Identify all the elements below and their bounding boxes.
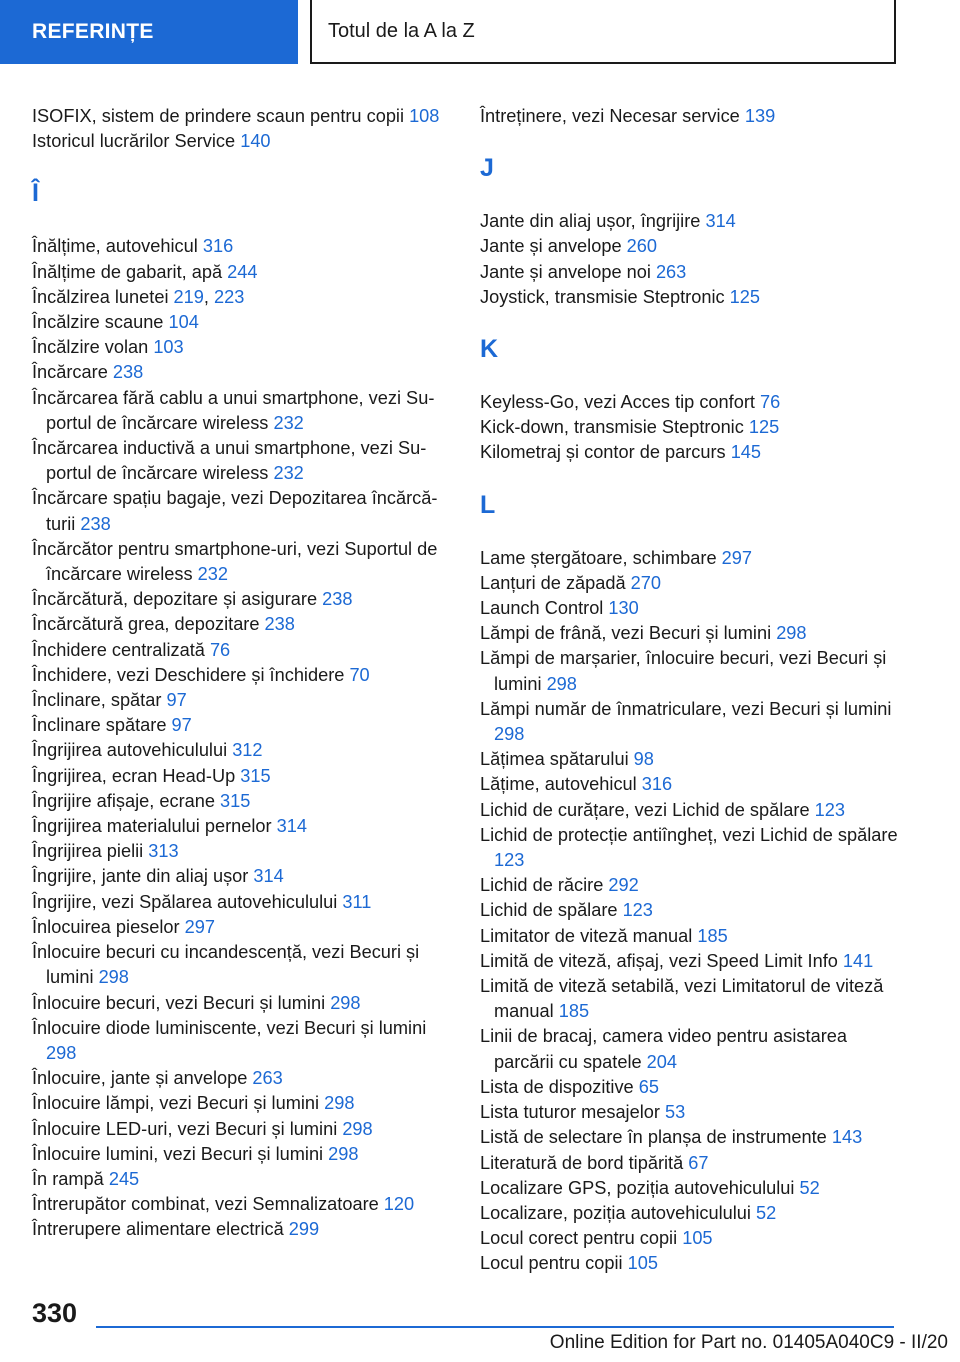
section-tab bbox=[0, 0, 298, 64]
index-entry bbox=[32, 129, 452, 154]
page-reference-link[interactable]: 298 bbox=[494, 724, 525, 745]
index-entry bbox=[480, 1151, 900, 1176]
index-entry bbox=[480, 1176, 900, 1201]
index-entry-term: Lanțuri de zăpadă bbox=[480, 572, 631, 593]
index-entry-term: Keyless-Go, vezi Acces tip confort bbox=[480, 392, 760, 413]
index-entry bbox=[32, 436, 452, 486]
index-entry-term: Înălțime de gabarit, apă bbox=[32, 261, 228, 282]
page-reference-link[interactable]: 105 bbox=[682, 1228, 713, 1249]
section-title: REFERINȚE bbox=[32, 20, 154, 43]
page-reference-link[interactable]: 314 bbox=[276, 816, 307, 837]
page-reference-link[interactable]: 314 bbox=[253, 866, 284, 887]
index-entry-term: Întrerupător combinat, vezi Semnalizatoare bbox=[32, 1194, 384, 1215]
index-entry-term: În rampă bbox=[32, 1168, 109, 1189]
index-entry bbox=[32, 260, 452, 285]
page-reference-link[interactable]: 97 bbox=[171, 715, 192, 736]
index-entry-term: Încălzire scaune bbox=[32, 312, 169, 333]
page-reference-link[interactable]: 123 bbox=[622, 900, 653, 921]
page-reference-link[interactable]: 103 bbox=[153, 337, 184, 358]
page-reference-link[interactable]: 298 bbox=[328, 1143, 359, 1164]
index-entry-term: Îngrijire, jante din aliaj ușor bbox=[32, 866, 254, 887]
page-reference-link[interactable]: 316 bbox=[641, 774, 673, 795]
page-reference-link[interactable]: 298 bbox=[776, 623, 807, 644]
index-entry-term: Îngrijire, vezi Spălarea autovehiculului bbox=[32, 891, 343, 912]
index-entry bbox=[32, 688, 452, 713]
index-entry bbox=[32, 1117, 452, 1142]
page-reference-link[interactable]: 120 bbox=[383, 1194, 415, 1215]
index-entry-term: Încărcătură, depozitare și asigurare bbox=[32, 589, 323, 610]
index-entry-term: Limitator de viteză manual bbox=[480, 925, 698, 946]
index-entry-term: Locul pentru copii bbox=[480, 1253, 628, 1274]
index-entry bbox=[480, 873, 900, 898]
index-entry bbox=[480, 1201, 900, 1226]
chapter-title: Totul de la A la Z bbox=[328, 19, 475, 42]
page-reference-link[interactable]: 260 bbox=[626, 236, 657, 257]
index-entry-term: Încălzire volan bbox=[32, 337, 154, 358]
index-entry bbox=[480, 898, 900, 923]
page-reference-link[interactable]: 292 bbox=[608, 875, 639, 896]
index-entry bbox=[32, 991, 452, 1016]
page-reference-link[interactable]: 52 bbox=[756, 1202, 777, 1223]
index-entry-term: Încălzirea lunetei bbox=[32, 286, 174, 307]
page-reference-link[interactable]: 219 bbox=[173, 286, 204, 307]
index-entry-term: Înlocuire becuri cu incandescență, vezi Becuri și lumini bbox=[32, 942, 420, 988]
index-entry bbox=[32, 386, 452, 436]
index-entry bbox=[480, 1100, 900, 1125]
index-entry bbox=[32, 713, 452, 738]
index-entry-term: Înlocuire diode luminiscente, vezi Becuri și lumini bbox=[32, 1017, 427, 1038]
index-entry bbox=[480, 1226, 900, 1251]
footer-text: Online Edition for Part no. 01405A040C9 - II/20 bbox=[549, 1332, 948, 1353]
index-entry-term: Înlocuire LED-uri, vezi Becuri și lumini bbox=[32, 1118, 343, 1139]
page-reference-link[interactable]: 297 bbox=[184, 916, 216, 937]
index-entry-term: Întrerupere alimentare electrică bbox=[32, 1219, 289, 1240]
index-entry bbox=[480, 747, 900, 772]
index-entry bbox=[32, 612, 452, 637]
page-reference-link[interactable]: 315 bbox=[240, 765, 271, 786]
page-reference-link[interactable]: 312 bbox=[232, 740, 263, 761]
index-entry-term: Joystick, transmisie Steptronic bbox=[480, 286, 730, 307]
page-reference-link[interactable]: 270 bbox=[630, 572, 662, 593]
index-entry-term: Înlocuirea pieselor bbox=[32, 916, 185, 937]
page-reference-link[interactable]: 232 bbox=[273, 412, 304, 433]
page-reference-link[interactable]: 98 bbox=[633, 749, 654, 770]
index-entry-term: Lista de dispozitive bbox=[480, 1076, 639, 1097]
index-entry bbox=[32, 839, 452, 864]
index-entry-term: Localizare GPS, poziția autovehiculului bbox=[480, 1177, 800, 1198]
index-entry-term: Încărcător pentru smartphone-uri, vezi Suportul de încărcare wireless bbox=[32, 538, 438, 585]
index-entry bbox=[480, 924, 900, 949]
page-reference-link[interactable]: 145 bbox=[730, 442, 762, 463]
index-entry-term: Înălțime, autovehicul bbox=[32, 236, 203, 257]
page-reference-link[interactable]: 314 bbox=[705, 211, 736, 232]
index-entry-term: Încărcarea fără cablu a unui smartphone, vezi Suportul de încărcare wireless bbox=[32, 387, 435, 433]
page-reference-link[interactable]: 232 bbox=[273, 463, 304, 484]
page-reference-link[interactable]: 130 bbox=[608, 598, 639, 619]
page-reference-link[interactable]: 65 bbox=[638, 1076, 659, 1097]
index-entry-term: Lățime, autovehicul bbox=[480, 774, 642, 795]
index-entry bbox=[32, 789, 452, 814]
page-reference-link[interactable]: 105 bbox=[627, 1253, 658, 1274]
page-reference-link[interactable]: 315 bbox=[220, 790, 251, 811]
page-reference-link[interactable]: 298 bbox=[98, 967, 129, 988]
index-entry bbox=[480, 697, 900, 747]
page-reference-link[interactable]: 141 bbox=[842, 950, 874, 971]
index-entry-term: Lămpi de marșarier, înlocuire becuri, vezi Becuri și lumini bbox=[480, 648, 887, 694]
index-entry-term: Lămpi număr de înmatriculare, vezi Becuri și lumini bbox=[480, 698, 892, 719]
index-letter-heading: L bbox=[480, 490, 496, 519]
index-entry bbox=[480, 546, 900, 571]
page-reference-link[interactable]: 223 bbox=[214, 286, 245, 307]
page-reference-link[interactable]: 245 bbox=[108, 1168, 140, 1189]
page-reference-link[interactable]: 143 bbox=[831, 1127, 863, 1148]
index-entry bbox=[480, 621, 900, 646]
index-entry bbox=[480, 260, 900, 285]
index-entry-term: Încărcare bbox=[32, 362, 113, 383]
index-entry bbox=[32, 764, 452, 789]
index-entry-term: Lichid de răcire bbox=[480, 875, 609, 896]
index-entry-term: Înclinare spătare bbox=[32, 715, 172, 736]
page-reference-link[interactable]: 232 bbox=[197, 564, 228, 585]
index-entry bbox=[32, 360, 452, 385]
chapter-header bbox=[310, 0, 896, 64]
page-reference-link[interactable]: 298 bbox=[46, 1042, 77, 1063]
index-entry bbox=[32, 1066, 452, 1091]
index-entry bbox=[480, 390, 900, 415]
index-entry-term: Kilometraj și contor de parcurs bbox=[480, 442, 731, 463]
index-entry-term: Listă de selectare în planșa de instrumente bbox=[480, 1127, 832, 1148]
index-entry bbox=[32, 864, 452, 889]
index-entry bbox=[480, 646, 900, 696]
index-entry-term: ISOFIX, sistem de prindere scaun pentru copii bbox=[32, 106, 410, 126]
index-entry-term: Încărcare spațiu bagaje, vezi Depozitarea încărcăturii bbox=[32, 488, 438, 534]
index-entry bbox=[480, 1024, 900, 1074]
index-entry-term: Literatură de bord tipărită bbox=[480, 1152, 689, 1173]
index-entry-term: Locul corect pentru copii bbox=[480, 1228, 683, 1249]
index-entry-term: Lame ștergătoare, schimbare bbox=[480, 547, 722, 568]
page-reference-link[interactable]: 104 bbox=[168, 312, 199, 333]
index-entry bbox=[32, 587, 452, 612]
page-reference-link[interactable]: 298 bbox=[546, 673, 577, 694]
index-entry bbox=[32, 814, 452, 839]
page-reference-link[interactable]: 125 bbox=[729, 286, 761, 307]
index-entry bbox=[480, 209, 900, 234]
page-reference-link[interactable]: 185 bbox=[558, 1001, 590, 1022]
index-entry bbox=[32, 1167, 452, 1192]
index-entry bbox=[32, 1016, 452, 1066]
index-letter-heading: Î bbox=[32, 179, 39, 208]
index-entry-term: Îngrijirea pielii bbox=[32, 841, 149, 862]
page-reference-link[interactable]: 299 bbox=[288, 1219, 320, 1240]
index-entry bbox=[32, 486, 452, 536]
page-reference-link[interactable]: 53 bbox=[664, 1102, 686, 1123]
index-entry bbox=[32, 890, 452, 915]
index-entry bbox=[480, 974, 900, 1024]
index-entry bbox=[480, 596, 900, 621]
index-entry bbox=[480, 798, 900, 823]
page-reference-link[interactable]: 108 bbox=[409, 106, 440, 126]
index-entry-term: Înlocuire lămpi, vezi Becuri și lumini bbox=[32, 1093, 325, 1114]
index-entry bbox=[480, 104, 900, 129]
index-entry bbox=[32, 104, 452, 129]
index-entry-term: Lichid de curățare, vezi Lichid de spălare bbox=[480, 799, 815, 820]
index-entry bbox=[32, 1217, 452, 1242]
page-reference-link[interactable]: 298 bbox=[324, 1093, 355, 1114]
page-reference-link[interactable]: 238 bbox=[264, 614, 295, 635]
index-letter-heading: J bbox=[480, 154, 494, 183]
page-reference-link[interactable]: 298 bbox=[330, 992, 361, 1013]
footer-rule bbox=[96, 1326, 894, 1328]
index-entry-term: Lămpi de frână, vezi Becuri și lumini bbox=[480, 623, 777, 644]
index-entry-term: Jante și anvelope bbox=[480, 236, 627, 257]
index-entry bbox=[480, 440, 900, 465]
page-reference-link[interactable]: 316 bbox=[202, 236, 234, 257]
index-entry bbox=[32, 285, 452, 310]
index-entry bbox=[480, 1075, 900, 1100]
index-entry bbox=[32, 1192, 452, 1217]
index-letter-heading: K bbox=[480, 335, 499, 364]
index-entry bbox=[32, 940, 452, 990]
index-entry-term: Launch Control bbox=[480, 598, 609, 619]
index-entry-term: Încărcarea inductivă a unui smartphone, vezi Suportul de încărcare wireless bbox=[32, 438, 427, 484]
index-entry bbox=[480, 1251, 900, 1276]
index-entry-term: Limită de viteză setabilă, vezi Limitatorul de viteză manual bbox=[480, 976, 884, 1022]
page-reference-link[interactable]: 52 bbox=[799, 1177, 820, 1198]
index-entry-term: Înlocuire becuri, vezi Becuri și lumini bbox=[32, 992, 331, 1013]
page-separator: , bbox=[203, 286, 215, 307]
index-entry-term: Lichid de protecție antiîngheț, vezi Lichid de spălare bbox=[480, 824, 898, 845]
page-reference-link[interactable]: 70 bbox=[349, 664, 370, 685]
index-entry-term: Îngrijire afișaje, ecrane bbox=[32, 790, 221, 811]
index-entry-term: Întreținere, vezi Necesar service bbox=[480, 106, 745, 126]
page-reference-link[interactable]: 139 bbox=[744, 106, 776, 126]
page-reference-link[interactable]: 76 bbox=[209, 639, 231, 660]
index-entry-term: Îngrijirea materialului pernelor bbox=[32, 816, 277, 837]
index-entry bbox=[480, 415, 900, 440]
page-reference-link[interactable]: 263 bbox=[252, 1068, 283, 1089]
index-entry bbox=[480, 949, 900, 974]
page-reference-link[interactable]: 263 bbox=[655, 261, 687, 282]
index-entry bbox=[480, 285, 900, 310]
page-reference-link[interactable]: 204 bbox=[646, 1051, 678, 1072]
page-reference-link[interactable]: 244 bbox=[227, 261, 258, 282]
index-entry-term: Înclinare, spătar bbox=[32, 690, 167, 711]
page-reference-link[interactable]: 313 bbox=[148, 841, 179, 862]
page-reference-link[interactable]: 123 bbox=[814, 799, 845, 820]
index-column-left bbox=[32, 104, 452, 1243]
page-reference-link[interactable]: 140 bbox=[240, 131, 271, 152]
page-reference-link[interactable]: 123 bbox=[494, 850, 525, 871]
index-entry bbox=[32, 335, 452, 360]
page-reference-link[interactable]: 76 bbox=[760, 392, 781, 413]
index-entry bbox=[32, 1091, 452, 1116]
index-entry-term: Linii de bracaj, camera video pentru asistarea parcării cu spatele bbox=[480, 1026, 847, 1072]
page-reference-link[interactable]: 238 bbox=[322, 589, 353, 610]
index-entry-term: Îngrijirea, ecran Head-Up bbox=[32, 765, 241, 786]
page-reference-link[interactable]: 185 bbox=[697, 925, 728, 946]
index-entry bbox=[32, 915, 452, 940]
page-reference-link[interactable]: 125 bbox=[748, 417, 780, 438]
index-entry bbox=[32, 738, 452, 763]
index-entry-term: Încărcătură grea, depozitare bbox=[32, 614, 265, 635]
index-entry-term: Înlocuire, jante și anvelope bbox=[32, 1068, 253, 1089]
index-entry bbox=[480, 1125, 900, 1150]
index-entry-term: Jante din aliaj ușor, îngrijire bbox=[480, 211, 706, 232]
index-entry-term: Înlocuire lumini, vezi Becuri și lumini bbox=[32, 1143, 329, 1164]
index-entry-term: Jante și anvelope noi bbox=[480, 261, 656, 282]
index-entry-term: Kick-down, transmisie Steptronic bbox=[480, 417, 749, 438]
index-entry bbox=[32, 234, 452, 259]
index-entry-term: Istoricul lucrărilor Service bbox=[32, 131, 241, 152]
index-entry-term: Lățimea spătarului bbox=[480, 749, 634, 770]
page-reference-link[interactable]: 97 bbox=[166, 690, 187, 711]
index-entry-term: Închidere, vezi Deschidere și închidere bbox=[32, 664, 350, 685]
index-entry-term: Limită de viteză, afișaj, vezi Speed Limit Info bbox=[480, 950, 843, 971]
index-entry bbox=[32, 537, 452, 587]
index-entry-term: Localizare, poziția autovehiculului bbox=[480, 1202, 757, 1223]
index-entry bbox=[32, 310, 452, 335]
index-entry-term: Îngrijirea autovehiculului bbox=[32, 740, 233, 761]
index-entry bbox=[480, 234, 900, 259]
index-entry-term: Închidere centralizată bbox=[32, 639, 210, 660]
index-entry bbox=[480, 772, 900, 797]
index-entry bbox=[32, 663, 452, 688]
page-reference-link[interactable]: 67 bbox=[688, 1152, 709, 1173]
page-reference-link[interactable]: 311 bbox=[342, 891, 372, 912]
index-entry bbox=[480, 823, 900, 873]
page-reference-link[interactable]: 297 bbox=[721, 547, 752, 568]
page-reference-link[interactable]: 298 bbox=[342, 1118, 373, 1139]
index-column-right bbox=[480, 104, 900, 1277]
index-entry bbox=[32, 1142, 452, 1167]
index-entry bbox=[480, 571, 900, 596]
index-entry bbox=[32, 638, 452, 663]
page-reference-link[interactable]: 238 bbox=[80, 513, 111, 534]
index-entry-term: Lista tuturor mesajelor bbox=[480, 1102, 665, 1123]
page-number: 330 bbox=[32, 1298, 78, 1328]
page-reference-link[interactable]: 238 bbox=[112, 362, 144, 383]
index-entry-term: Lichid de spălare bbox=[480, 900, 623, 921]
